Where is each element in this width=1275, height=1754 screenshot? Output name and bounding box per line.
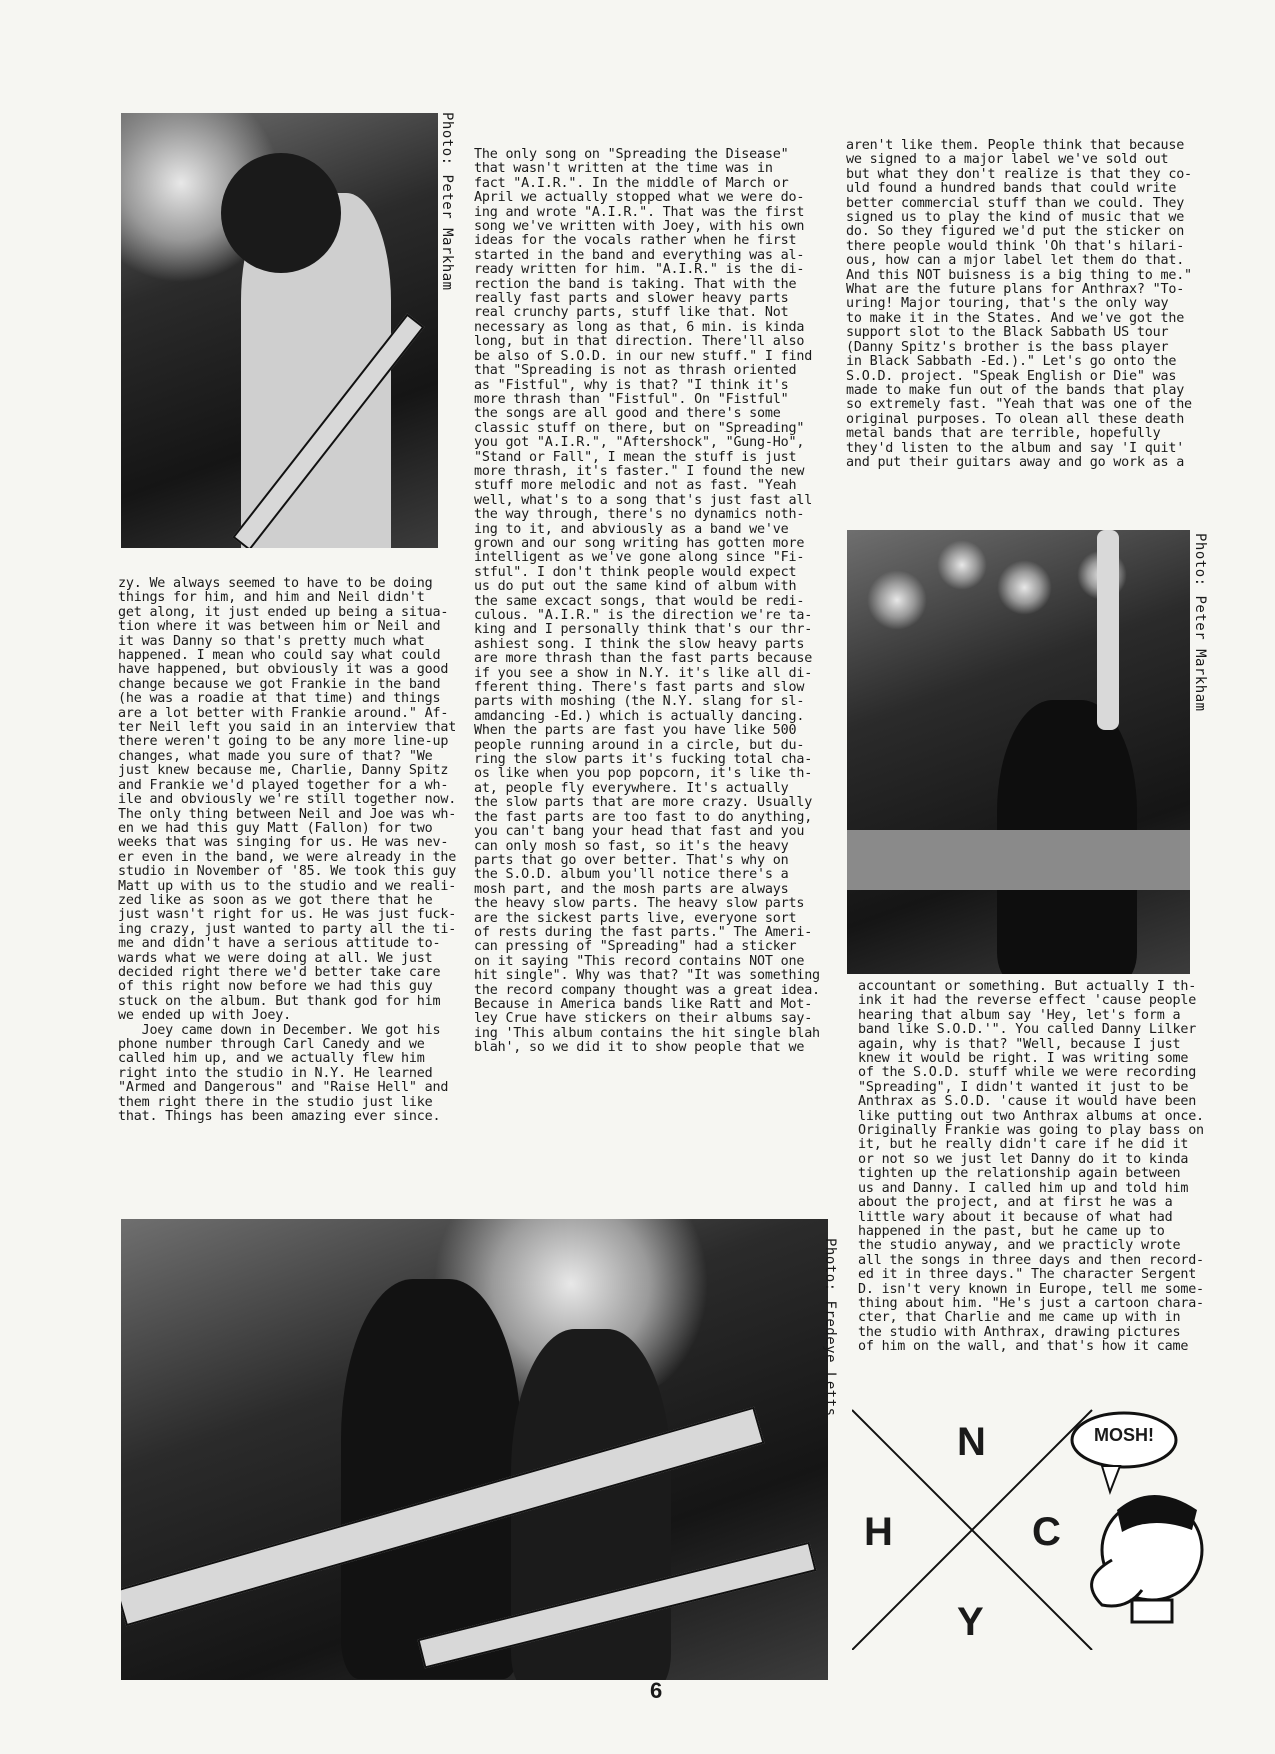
- article-column-3-top: aren't like them. People think that because we signed to a major label we've sold out but what they don't realize is that they co- uld found a hundred bands that could write better commercial stuff than we could. They signed us to play the kind of music that we do. So they figured we'd put the sticker on there people would think 'Oh that's hilari- ous, how can a mjor label let them do that. And this NOT buisness is a big thing to me." What are the future plans for Anthrax? "To- uring! Major touring, that's the only way to make it in the States. And we've got the support slot to the Black Sabbath US tour (Danny Spitz's brother is the bass player in Black Sabbath -Ed.)." Let's go onto the S.O.D. project. "Speak English or Die" was made to make fun out of the bands that play so extremely fast. "Yeah that was one of the original purposes. To olean all these death metal bands that are terrible, hopefully they'd listen to the album and say 'I quit' and put their guitars away and go work as a: [846, 139, 1192, 470]
- photo-credit-top-right: Photo: Peter Markham: [1192, 533, 1208, 712]
- logo-letter-n: N: [957, 1420, 986, 1464]
- logo-letter-c: C: [1032, 1510, 1061, 1554]
- photo-guitarist-top-left: [121, 113, 438, 548]
- article-column-2: The only song on "Spreading the Disease" that wasn't written at the time was in fact "A.I.R.". In the middle of March or April we actually stopped what we were do- ing and wrote "A.I.R.". That was the first song we've written with Joey, with his own ideas for the vocals rather when he first started in the band and everything was al- ready written for him. "A.I.R." is the di- rection the band is taking. That with the really fast parts and slower heavy parts real crunchy parts, stuff like that. Not necessary as long as that, 6 min. is kinda long, but in that direction. There'll also be also of S.O.D. in our new stuff." I find that "Spreading is not as thrash oriented as "Fistful", why is that? "I think it's more thrash than "Fistful". On "Fistful" the songs are all good and there's some classic stuff on there, but on "Spreading" you got "A.I.R.", "Aftershock", "Gung-Ho", "Stand or Fall", I mean the stuff is just more thrash, it's faster." I found the new stuff more melodic and not as fast. "Yeah well, what's to a song that's just fast all the way through, there's no dynamics noth- ing to it, and abviously as a band we've grown and our song writing has gotten more intelligent as we've gone along since "Fi- stful". I don't think people would expect us do put out the same kind of album with the same excact songs, that would be redi- culous. "A.I.R." is the direction we're ta- king and I personally think that's our thr- ashiest song. I think the slow heavy parts are more thrash than the fast parts because if you see a show in N.Y. it's like all di- fferent thing. There's fast parts and slow parts with moshing (the N.Y. slang for sl- amdancing -Ed.) which is actually dancing. When the parts are fast you have like 500 people running around in a circle, but du- ring the slow parts it's fucking total cha- os like when you pop popcorn, it's like th- at, people fly everywhere. It's actually the slow parts that are more crazy. Usually the fast parts are too fast to do anything, you can't bang your head that fast and you can only mosh so fast, so it's the heavy parts that go over better. That's why on the S.O.D. album you'll notice there's a mosh part, and the mosh parts are always the heavy slow parts. The heavy slow parts are the sickest parts live, everyone sort of rests during the fast parts." The Ameri- can pressing of "Spreading" had a sticker on it saying "This record contains NOT one hit single". Why was that? "It was something the record company thought was a great idea. Because in America bands like Ratt and Mot- ley Crue have stickers on their albums say- ing 'This album contains the hit single blah blah', so we did it to show people that we: [474, 148, 820, 1056]
- logo-letter-h: H: [864, 1510, 893, 1554]
- article-column-3-bottom: accountant or something. But actually I th- ink it had the reverse effect 'cause people hearing that album say 'Hey, let's form a band like S.O.D.'". You called Danny Lilker again, why is that? "Well, because I just knew it would be right. I was writing some of the S.O.D. stuff while we were recording "Spreading", I didn't wanted it just to be Anthrax as S.O.D. 'cause it would have been like putting out two Anthrax albums at once. Originally Frankie was going to play bass on it, but he really didn't care if he did it or not so we just let Danny do it to kinda tighten up the relationship again between us and Danny. I called him up and told him about the project, and at first he was a little wary about it because of what had happened in the past, but he came up to the studio anyway, and we practicly wrote all the songs in three days and then record- ed it in three days." The character Sergent D. isn't very known in Europe, tell me some- thing about him. "He's just a cartoon chara- cter, that Charlie and me came up with in the studio with Anthrax, drawing pictures of him on the wall, and that's how it came: [858, 980, 1204, 1355]
- photo-credit-top-left: Photo: Peter Markham: [439, 112, 455, 291]
- mosh-speech-bubble: MOSH!: [1094, 1425, 1154, 1445]
- page-number: 6: [650, 1678, 663, 1703]
- logo-letter-y: Y: [957, 1600, 984, 1644]
- photo-singer-right: [847, 530, 1190, 974]
- photo-credit-bottom: Photo: Fredeye Letts: [822, 1238, 838, 1417]
- photo-guitarists-bottom: [121, 1219, 828, 1680]
- article-column-1: zy. We always seemed to have to be doing things for him, and him and Neil didn't get along, it just ended up being a situa- tion where it was between him or Neil and it was Danny so that's pretty much what happened. I mean who could say what could have happened, but obviously it was a good change because we got Frankie in the band (he was a roadie at that time) and things are a lot better with Frankie around." Af- ter Neil left you said in an interview that there weren't going to be any more line-up changes, what made you sure of that? "We just knew because me, Charlie, Danny Spitz and Frankie we'd played together for a wh- ile and obviously we're still together now. The only thing between Neil and Joe was wh- en we had this guy Matt (Fallon) for two weeks that was singing for us. He was nev- er even in the band, we were already in the studio in November of '85. We took this guy Matt up with us to the studio and we reali- zed like as soon as we got there that he just wasn't right for us. He was just fuck- ing crazy, just wanted to party all the ti- me and didn't have a serious attitude to- wards what we were doing at all. We just decided right there we'd better take care of this right now before we had this guy stuck on the album. But thank god for him we ended up with Joey. Joey came down in December. We got his phone number through Carl Canedy and we called him up, and we actually flew him right into the studio in N.Y. He learned "Armed and Dangerous" and "Raise Hell" and them right there in the studio just like that. Things has been amazing ever since.: [118, 577, 457, 1125]
- nyhc-mosh-logo: [852, 1400, 1212, 1650]
